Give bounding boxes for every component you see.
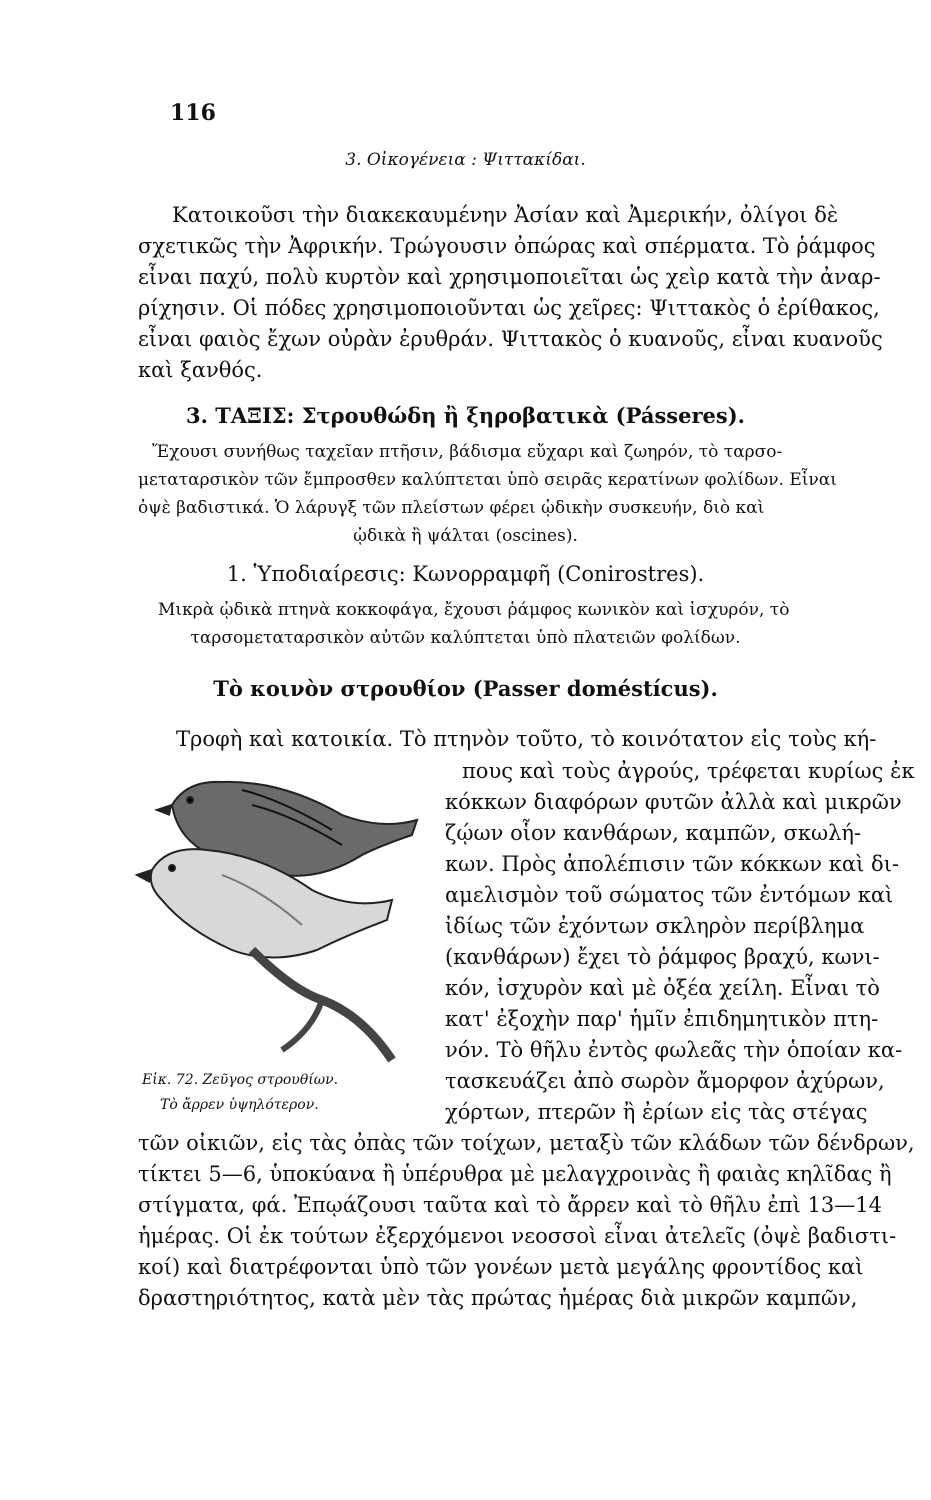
order-heading: 3. ΤΑΞΙΣ: Στρουθώδη ἢ ξηροβατικὰ (Pásseres). <box>186 403 745 428</box>
text-line: εἶναι φαιὸς ἔχων οὐρὰν ἐρυθράν. Ψιττακὸς ὁ κυανοῦς, εἶναι κυανοῦς <box>138 327 883 351</box>
text-line: ταρσομεταταρσικὸν αὐτῶν καλύπτεται ὑπὸ πλατειῶν φολίδων. <box>190 628 741 648</box>
text-line: κοί) καὶ διατρέφονται ὑπὸ τῶν γονέων μετὰ μεγάλης φροντίδος καὶ <box>138 1255 864 1279</box>
text-line: ρίχησιν. Οἱ πόδες χρησιμοποιοῦνται ὡς χεῖρες: Ψιττακὸς ὁ ἐρίθακος, <box>138 296 880 320</box>
text-line: δραστηριότητος, κατὰ μὲν τὰς πρώτας ἡμέρας διὰ μικρῶν καμπῶν, <box>138 1286 858 1310</box>
text-line: κόκκων διαφόρων φυτῶν ἀλλὰ καὶ μικρῶν <box>445 790 902 814</box>
text-line: κων. Πρὸς ἀπολέπισιν τῶν κόκκων καὶ δι- <box>445 852 899 876</box>
text-line: εἶναι παχύ, πολὺ κυρτὸν καὶ χρησιμοποιεῖται ὡς χεὶρ κατὰ τὴν ἀναρ- <box>138 265 881 289</box>
figure-caption-line: Τὸ ἄρρεν ὑψηλότερον. <box>160 1097 319 1113</box>
species-heading: Τὸ κοινὸν στρουθίον (Passer doméstícus). <box>213 676 718 701</box>
text-line: τασκευάζει ἀπὸ σωρὸν ἄμορφον ἀχύρων, <box>445 1069 885 1093</box>
text-line: αμελισμὸν τοῦ σώματος τῶν ἐντόμων καὶ <box>445 883 894 907</box>
text-line: (κανθάρων) ἔχει τὸ ῥάμφος βραχύ, κωνι- <box>445 945 880 969</box>
text-line: Ἔχουσι συνήθως ταχεῖαν πτῆσιν, βάδισμα εὔχαρι καὶ ζωηρόν, τὸ ταρσο- <box>152 442 783 462</box>
text-line: ἡμέρας. Οἱ ἐκ τούτων ἐξερχόμενοι νεοσσοὶ εἶναι ἀτελεῖς (ὀψὲ βαδιστι- <box>138 1224 897 1248</box>
text-line: ᾠδικὰ ἢ ψάλται (oscines). <box>353 526 578 546</box>
figure-caption-line: Εἰκ. 72. Ζεῦγος στρουθίων. <box>142 1072 339 1088</box>
text-line: ζῴων οἷον κανθάρων, καμπῶν, σκωλή- <box>445 821 862 845</box>
text-line: Μικρὰ ᾠδικὰ πτηνὰ κοκκοφάγα, ἔχουσι ῥάμφος κωνικὸν καὶ ἰσχυρόν, τὸ <box>158 600 790 620</box>
text-line: σχετικῶς τὴν Ἀφρικήν. Τρώγουσιν ὀπώρας καὶ σπέρματα. Τὸ ῥάμφος <box>138 234 876 258</box>
text-line: κόν, ἰσχυρὸν καὶ μὲ ὀξέα χείλη. Εἶναι τὸ <box>445 976 880 1000</box>
family-heading: 3. Οἰκογένεια : Ψιττακίδαι. <box>345 150 586 170</box>
sparrow-drawing <box>132 760 432 1070</box>
text-line: ὀψὲ βαδιστικά. Ὁ λάρυγξ τῶν πλείστων φέρει ᾠδικὴν συσκευήν, διὸ καὶ <box>138 498 765 518</box>
text-line: μεταταρσικὸν τῶν ἔμπροσθεν καλύπτεται ὑπὸ σειρᾶς κερατίνων φολίδων. Εἶναι <box>138 470 837 490</box>
text-line: ἰδίως τῶν ἐχόντων σκληρὸν περίβλημα <box>445 914 865 938</box>
page-number: 116 <box>170 100 216 126</box>
text-line: στίγματα, φά. Ἐπῳάζουσι ταῦτα καὶ τὸ ἄρρεν καὶ τὸ θῆλυ ἐπὶ 13—14 <box>138 1193 882 1217</box>
text-line: τίκτει 5—6, ὑποκύανα ἢ ὑπέρυθρα μὲ μελαγχροινὰς ἢ φαιὰς κηλῖδας ἢ <box>138 1162 892 1186</box>
text-line: χόρτων, πτερῶν ἢ ἐρίων εἰς τὰς στέγας <box>445 1100 868 1124</box>
species-first-line: Τροφὴ καὶ κατοικία. Τὸ πτηνὸν τοῦτο, τὸ κοινότατον εἰς τοὺς κή- <box>176 727 877 751</box>
suborder-heading: 1. Ὑποδιαίρεσις: Κωνορραμφῆ (Conirostres). <box>226 562 705 586</box>
text-line: κατ' ἐξοχὴν παρ' ἡμῖν ἐπιδημητικὸν πτη- <box>445 1007 879 1031</box>
text-line: Κατοικοῦσι τὴν διακεκαυμένην Ἀσίαν καὶ Ἀμερικήν, ὀλίγοι δὲ <box>172 203 839 227</box>
sparrow-pair-illustration <box>132 760 432 1070</box>
text-line: τῶν οἰκιῶν, εἰς τὰς ὀπὰς τῶν τοίχων, μεταξὺ τῶν κλάδων τῶν δένδρων, <box>138 1131 915 1155</box>
text-line: καὶ ξανθός. <box>138 358 263 382</box>
text-line: νόν. Τὸ θῆλυ ἐντὸς φωλεᾶς τὴν ὁποίαν κα- <box>445 1038 903 1062</box>
text-line: πους καὶ τοὺς ἀγρούς, τρέφεται κυρίως ἐκ <box>462 759 915 783</box>
